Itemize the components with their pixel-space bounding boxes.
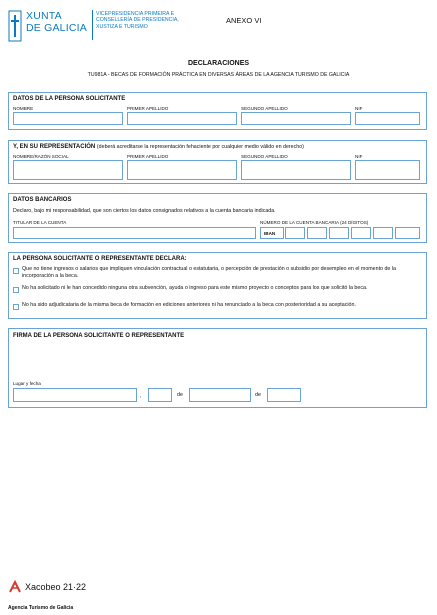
section-title: LA PERSONA SOLICITANTE O REPRESENTANTE DECLARA:: [13, 256, 187, 262]
first-surname-field[interactable]: [127, 112, 237, 125]
second-surname-field[interactable]: [241, 112, 351, 125]
company-name-field[interactable]: [13, 160, 123, 180]
agency-name: Agencia Turismo de Galicia: [8, 605, 74, 611]
section-title: DATOS DE LA PERSONA SOLICITANTE: [13, 96, 126, 102]
declaration-text-3: No ha sido adjudicataria de la misma beca de formación en ediciones anteriores ni ha renunciado a la beca con posterioridad a su aceptación.: [22, 302, 356, 308]
account-holder-field[interactable]: [13, 227, 256, 239]
xunta-logo: [8, 8, 179, 44]
section-title: FIRMA DE LA PERSONA SOLICITANTE O REPRESENTANTE: [13, 333, 185, 339]
rep-nif-field[interactable]: [355, 160, 420, 180]
iban-label: IBAN: [264, 231, 276, 236]
field-label: PRIMER APELLIDO: [127, 154, 169, 159]
bank-section: [8, 193, 427, 243]
account-digits-field[interactable]: [395, 227, 420, 239]
department-name: [96, 11, 196, 30]
declaration-text-2: No ha solicitado ni le han concedido ninguna otra subvención, ayuda o ingreso para este mismo proyecto o conceptos para los que solicitó la beca.: [22, 285, 368, 291]
signature-section: [8, 328, 427, 408]
declaration-text-1: Que no tiene ingresos o salarios que impliquen vinculación contractual o estatutaria, o percepción de prestación o subsidio por desempleo en el momento de la incorporación a la beca.: [22, 266, 396, 279]
account-digits-field[interactable]: [285, 227, 305, 239]
applicant-section: [8, 92, 427, 130]
year-field[interactable]: [267, 388, 301, 402]
annex-label: ANEXO VI: [226, 16, 262, 25]
field-label: NOMBRE/RAZÓN SOCIAL: [13, 154, 69, 159]
comma-separator: ,: [140, 393, 142, 399]
field-label: TITULAR DE LA CUENTA: [13, 220, 67, 225]
dept-line-2: CONSELLERÍA DE PRESIDENCIA,: [96, 17, 179, 24]
logo-wordmark: [26, 10, 87, 34]
representative-section: [8, 140, 427, 184]
de-separator: de: [255, 392, 261, 398]
dept-line-3: XUSTIZA E TURISMO: [96, 23, 148, 30]
declaration-section: [8, 252, 427, 319]
account-digits-field[interactable]: [307, 227, 327, 239]
declaration-checkbox-1[interactable]: [13, 268, 19, 274]
section-title: DATOS BANCARIOS: [13, 197, 72, 203]
rep-first-surname-field[interactable]: [127, 160, 237, 180]
xacobeo-wordmark: Xacobeo 21·22: [25, 582, 87, 592]
iban-field[interactable]: [260, 227, 284, 239]
field-label: PRIMER APELLIDO: [127, 106, 169, 111]
section-title-main: Y, EN SU REPRESENTACIÓN: [13, 144, 96, 150]
xunta-cross-icon: [8, 10, 22, 42]
declaration-checkbox-3[interactable]: [13, 304, 19, 310]
field-label: SEGUNDO APELLIDO: [241, 154, 288, 159]
rep-second-surname-field[interactable]: [241, 160, 351, 180]
document-title: DECLARACIONES: [187, 60, 250, 67]
section-title: [13, 144, 304, 150]
field-label: SEGUNDO APELLIDO: [241, 106, 288, 111]
name-field[interactable]: [13, 112, 123, 125]
place-date-label: Lugar y fecha: [13, 381, 41, 386]
bank-statement: Declaro, bajo mi responsabilidad, que son ciertos los datos consignados relativos a la cuenta bancaria indicada.: [13, 208, 276, 214]
account-digits-field[interactable]: [351, 227, 371, 239]
field-label: NÚMERO DE LA CUENTA BANCARIA (24 DÍGITOS): [260, 220, 369, 225]
document-subtitle: TU981A - BECAS DE FORMACIÓN PRÁCTICA EN DIVERSAS ÁREAS DE LA AGENCIA TURISMO DE GALICIA: [87, 72, 350, 78]
month-field[interactable]: [189, 388, 251, 402]
logo-line-1: XUNTA: [26, 10, 62, 22]
account-digits-field[interactable]: [329, 227, 349, 239]
xacobeo-icon: [8, 580, 22, 594]
logo-line-2: DE GALICIA: [26, 22, 87, 34]
logo-divider: [92, 10, 93, 40]
section-title-note: (deberá acreditarse la representación fehaciente por cualquier medio válido en derecho): [96, 144, 304, 150]
nif-field[interactable]: [355, 112, 420, 125]
declaration-checkbox-2[interactable]: [13, 287, 19, 293]
field-label: NIF: [355, 106, 363, 111]
day-field[interactable]: [148, 388, 172, 402]
de-separator: de: [177, 392, 183, 398]
place-field[interactable]: [13, 388, 137, 402]
field-label: NIF: [355, 154, 363, 159]
field-label: NOMBRE: [13, 106, 34, 111]
account-digits-field[interactable]: [373, 227, 393, 239]
dept-line-1: VICEPRESIDENCIA PRIMEIRA E: [96, 11, 175, 17]
